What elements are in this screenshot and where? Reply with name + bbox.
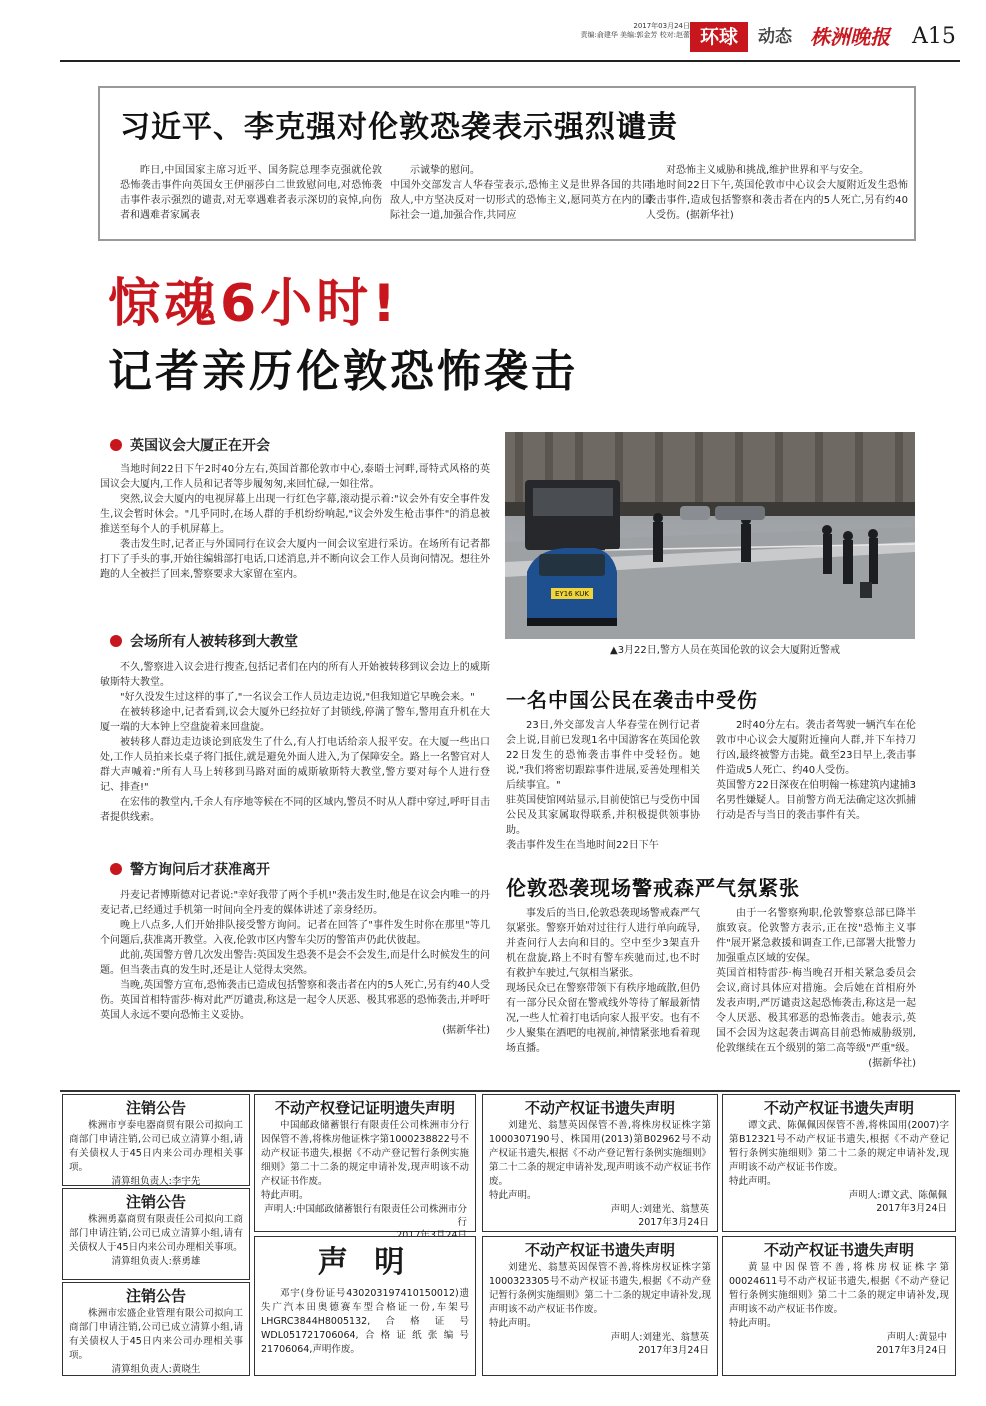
- ad-body: [723, 1119, 955, 1189]
- ad-date: 2017年3月24日: [638, 1345, 709, 1356]
- editors-line: 责编:俞建华 美编:郭金芳 校对:赵蕾: [580, 31, 690, 39]
- paragraph: 2时40分左右。袭击者驾驶一辆汽车在伦敦市中心议会大厦附近撞向人群,并下车持刀行凶,最终被警方击毙。截至23日早上,袭击事件造成5人死亡、约40人受伤。 英国警方22日深夜在伯明翰一栋建筑内逮捕3名男性嫌疑人。目前警方尚无法确定这次抓捕行动是否与当日的袭击事件有关。: [716, 720, 916, 821]
- section-3-body: [100, 888, 490, 1038]
- section-title: 英国议会大厦正在开会: [130, 438, 270, 454]
- paragraph: 昨日,中国国家主席习近平、国务院总理李克强就伦敦恐怖袭击事件向英国女王伊丽莎白二世致慰问电,对恐怖袭击事件表示强烈的谴责,对无辜遇难者表示深切的哀悼,向伤者和遇难者家属表: [120, 165, 382, 221]
- paragraph: 23日,外交部发言人华春莹在例行记者会上说,目前已发现1名中国游客在英国伦敦22日发生的恐怖袭击事件中受轻伤。她说,"我们将密切跟踪事件进展,妥善处理相关后续事宜。" 驻英国使馆网站显示,目前使馆已与受伤中国公民及其家属取得联系,并积极提供领事协助。 袭击事件发生在当地时间22日下午: [506, 720, 700, 851]
- license-plate: EY16 KUK: [555, 590, 589, 598]
- paragraph: 刘建光、翁慧英因保管不善,将株房权证株字第1000307190号、株国用(2013)第B02962号不动产权证书遗失,根据《不动产登记暂行条例实施细则》第二十二条的规定申请补发,现声明该不动产权证书作废。 特此声明。: [489, 1120, 711, 1201]
- ad-body: [255, 1119, 475, 1203]
- ad-statement-3: [722, 1094, 956, 1232]
- paragraph: 在宏伟的教堂内,千余人有序地等候在不同的区域内,警员不时从人群中穿过,呼吁目击者提供线索。: [100, 797, 490, 823]
- ad-notice-2: [62, 1188, 250, 1280]
- section-heading-3: [110, 860, 270, 880]
- paper-logo: 株洲晚报: [810, 25, 890, 49]
- story-3-title: 伦敦恐袭现场警戒森严气氛紧张: [506, 876, 800, 900]
- story-3-col-1: [506, 906, 700, 1056]
- ad-body: [63, 1213, 249, 1255]
- paragraph: 黄显中因保管不善,将株房权证株字第00024611号不动产权证书遗失,根据《不动产登记暂行条例实施细则》第二十二条的规定申请补发,现声明该不动产权证书作废。 特此声明。: [729, 1262, 949, 1329]
- story-2-title: 一名中国公民在袭击中受伤: [506, 688, 758, 712]
- ad-title: 不动产权证书遗失声明: [524, 1099, 675, 1117]
- ad-title: 不动产权登记证明遗失声明: [274, 1099, 455, 1117]
- section-title: 警方询问后才获准离开: [130, 862, 270, 878]
- paragraph: 事发后的当日,伦敦恐袭现场警戒森严气氛紧张。警察开始对过往行人进行单向疏导,并查问行人去向和目的。空中至少3架直升机在盘旋,路上不时有警车疾驰而过,也不时有救护车驶过,气氛相当紧张。 现场民众已在警察带领下有秩序地疏散,但仍有一部分民众留在警戒线外等待了解最新情况,一些人忙着打电话向家人报平安。也有不少人聚集在酒吧的电视前,神情紧张地看着现场直播。: [506, 908, 700, 1054]
- paragraph: 刘建光、翁慧英因保管不善,将株房权证株字第1000323305号不动产权证书遗失,根据《不动产登记暂行条例实施细则》第二十二条的规定申请补发,现声明该不动产权证书作废。 特此声明。: [489, 1262, 711, 1329]
- paragraph: 此前,英国警方曾几次发出警告:英国发生恐袭不是会不会发生,而是什么时候发生的问题。但当袭击真的发生时,还是让人觉得太突然。: [100, 950, 490, 976]
- paragraph: 袭击发生时,记者正与外国同行在议会大厦内一间会议室进行采访。在场所有记者都打下了手头的事,开始往编辑部打电话,口述消息,并不断向议会工作人员询问情况。想往外跑的人全被拦了回来,警察要求大家留在室内。: [100, 539, 490, 580]
- section-2-body: [100, 660, 490, 825]
- news-photo: [505, 432, 915, 639]
- page-number: A15: [912, 24, 956, 49]
- paragraph: 示诚挚的慰问。 中国外交部发言人华春莹表示,恐怖主义是世界各国的共同敌人,中方坚决反对一切形式的恐怖主义,愿同英方在内的国际社会一道,加强合作,共同应: [390, 165, 652, 221]
- bullet-dot-icon: [110, 439, 122, 451]
- paragraph: 在被转移途中,记者看到,议会大厦外已经拉好了封锁线,停满了警车,警用直升机在大厦一端的大本钟上空盘旋着来回盘旋。: [100, 707, 490, 733]
- ad-signature: 声明人:刘建光、翁慧英: [610, 1204, 709, 1215]
- section-title: 会场所有人被转移到大教堂: [130, 634, 298, 650]
- paragraph: 丹麦记者博斯德对记者说:"幸好我带了两个手机!"袭击发生时,他是在议会内唯一的丹麦记者,已经通过手机第一时间向全丹麦的媒体讲述了亲身经历。: [100, 890, 490, 916]
- paragraph: 谭文武、陈佩佩因保管不善,将株国用(2007)字第B12321号不动产权证书遗失,根据《不动产登记暂行条例实施细则》第二十二条的规定申请补发,现声明该不动产权证书作废。 特此声明。: [729, 1120, 949, 1187]
- ad-signature: 清算组负责人:黄晓生: [111, 1364, 201, 1375]
- paragraph: 突然,议会大厦内的电视屏幕上出现一行红色字幕,滚动提示着:"议会外有安全事件发生,议会暂时休会。"几乎同时,在场人群的手机纷纷响起,"议会外发生枪击事件"的消息被推送至每个人的手机屏幕上。: [100, 494, 490, 535]
- section-heading-2: [110, 632, 298, 652]
- section-tag: 环球: [690, 22, 748, 52]
- ad-body: [63, 1307, 249, 1363]
- ad-statement-5: [482, 1236, 718, 1376]
- ad-title: 不动产权证书遗失声明: [763, 1099, 914, 1117]
- condemnation-col-2: [390, 163, 652, 223]
- ad-statement-6: [722, 1236, 956, 1376]
- paragraph: 当地时间22日下午2时40分左右,英国首都伦敦市中心,泰晤士河畔,哥特式风格的英国议会大厦内,工作人员和记者等步履匆匆,来回忙碌,一如往常。: [100, 464, 490, 490]
- condemnation-col-1: [120, 163, 382, 223]
- main-subheadline: 记者亲历伦敦恐怖袭击: [108, 346, 578, 397]
- source-credit: (据新华社): [442, 1025, 490, 1036]
- ad-statement-1: [254, 1094, 476, 1232]
- paragraph: 晚上八点多,人们开始排队接受警方询问。记者在回答了"事件发生时你在那里"等几个问题后,获准离开教堂。入夜,伦敦市区内警车尖厉的警笛声仍此伏彼起。: [100, 920, 490, 946]
- ad-body: [483, 1261, 717, 1331]
- section-heading-1: [110, 436, 270, 456]
- header-rule: [60, 60, 960, 62]
- ad-title: 注销公告: [125, 1287, 186, 1305]
- street-scene-image: [505, 432, 915, 639]
- story-2-col-1: [506, 718, 700, 853]
- ad-title: 注销公告: [125, 1099, 186, 1117]
- main-headline: 惊魂6小时!: [108, 274, 400, 334]
- condemnation-col-3: [646, 163, 908, 223]
- paragraph: 邓宇(身份证号430203197410150012)遗失广汽本田奥德赛车型合格证一份,车架号LHGRC3844H8005132,合格证号WDL051721706064,合格证纸张编号21706064,声明作废。: [261, 1288, 469, 1355]
- ad-body: [723, 1261, 955, 1331]
- ad-signature: 声明人:谭文武、陈佩佩: [848, 1190, 947, 1201]
- ad-signature: 声明人:中国邮政储蓄银行有限责任公司株洲市分行: [264, 1204, 467, 1228]
- story-2-col-2: [716, 718, 916, 823]
- story-3-col-2: [716, 906, 916, 1071]
- condemnation-title: 习近平、李克强对伦敦恐袭表示强烈谴责: [120, 110, 678, 145]
- issue-date: 2017年03月24日: [633, 22, 690, 30]
- ad-notice-1: [62, 1094, 250, 1186]
- ad-signature: 清算组负责人:蔡勇雄: [111, 1256, 201, 1267]
- ad-title: 不动产权证书遗失声明: [763, 1241, 914, 1259]
- paragraph: 株洲勇嘉商贸有限责任公司拟向工商部门申请注销,公司已成立清算小组,请有关债权人于45日内来公司办理相关事项。: [69, 1214, 243, 1253]
- ad-date: 2017年3月24日: [638, 1217, 709, 1228]
- ads-rule: [60, 1090, 960, 1092]
- ad-signature: 声明人:黄显中: [886, 1332, 947, 1343]
- paragraph: 株洲市宏盛企业管理有限公司拟向工商部门申请注销,公司已成立清算小组,请有关债权人于45日内来公司办理相关事项。: [69, 1308, 243, 1361]
- ad-statement-4: [254, 1236, 476, 1376]
- paragraph: 由于一名警察殉职,伦敦警察总部已降半旗致哀。伦敦警方表示,正在按"恐怖主义事件"展开紧急救援和调查工作,已部署大批警力加强重点区域的安保。 英国首相特雷莎·梅当晚召开相关紧急委员会会议,商讨具体应对措施。会后她在首相府外发表声明,严厉谴责这起恐怖袭击,称这是一起令人厌恶、极其邪恶的恐怖袭击。她表示,英国不会因为这起袭击调高目前恐怖威胁级别,伦敦继续在五个级别的第二高等级"严重"级。: [716, 908, 916, 1054]
- bullet-dot-icon: [110, 635, 122, 647]
- section-name: 动态: [758, 27, 792, 47]
- ad-title: 注销公告: [125, 1193, 186, 1211]
- bullet-dot-icon: [110, 863, 122, 875]
- header-meta: [540, 22, 690, 40]
- ad-date: 2017年3月24日: [876, 1345, 947, 1356]
- ad-body: [63, 1119, 249, 1175]
- photo-caption: ▲3月22日,警方人员在英国伦敦的议会大厦附近警戒: [610, 645, 840, 656]
- ad-date: 2017年3月24日: [876, 1203, 947, 1214]
- ad-notice-3: [62, 1282, 250, 1376]
- ad-signature: 声明人:刘建光、翁慧英: [610, 1332, 709, 1343]
- ad-title: 声 明: [317, 1245, 413, 1280]
- paragraph: 当晚,英国警方宣布,恐怖袭击已造成包括警察和袭击者在内的5人死亡,另有约40人受伤。英国首相特雷莎·梅对此严厉谴责,称这是一起令人厌恶、极其邪恶的恐怖袭击,并呼吁英国人永远不要向恐怖主义妥协。: [100, 980, 490, 1021]
- ad-body: [483, 1119, 717, 1203]
- condemnation-box: [98, 86, 916, 241]
- paragraph: 对恐怖主义威胁和挑战,维护世界和平与安全。 当地时间22日下午,英国伦敦市中心议会大厦附近发生恐怖袭击事件,造成包括警察和袭击者在内的5人死亡,另有约40人受伤。(据新华社): [646, 165, 908, 221]
- ad-statement-2: [482, 1094, 718, 1232]
- paragraph: 被转移人群边走边谈论到底发生了什么,有人打电话给亲人报平安。在大厦一些出口处,工作人员拍来长桌子将门抵住,就是避免外面人进入,为了保障安全。路上一名警官对人群大声喊着:"所有人马上转移到马路对面的威斯敏斯特大教堂,警方要对每个人进行登记、排查!": [100, 737, 490, 793]
- paragraph: "好久没发生过这样的事了,"一名议会工作人员边走边说,"但我知道它早晚会来。": [120, 692, 475, 703]
- ad-signature: 清算组负责人:李宇先: [111, 1176, 201, 1187]
- ad-body: [255, 1287, 475, 1357]
- source-credit: (据新华社): [868, 1058, 916, 1069]
- paragraph: 中国邮政储蓄银行有限责任公司株洲市分行因保管不善,将株房他证株字第1000238822号不动产权证书遗失,根据《不动产登记暂行条例实施细则》第二十二条的规定申请补发,现声明该不动产权证书作废。 特此声明。: [261, 1120, 469, 1201]
- ad-title: 不动产权证书遗失声明: [524, 1241, 675, 1259]
- paragraph: 不久,警察进入议会进行搜查,包括记者们在内的所有人开始被转移到议会边上的威斯敏斯特大教堂。: [100, 662, 490, 688]
- paragraph: 株洲市亨泰电器商贸有限公司拟向工商部门申请注销,公司已成立清算小组,请有关债权人于45日内来公司办理相关事项。: [69, 1120, 243, 1173]
- section-1-body: [100, 462, 490, 582]
